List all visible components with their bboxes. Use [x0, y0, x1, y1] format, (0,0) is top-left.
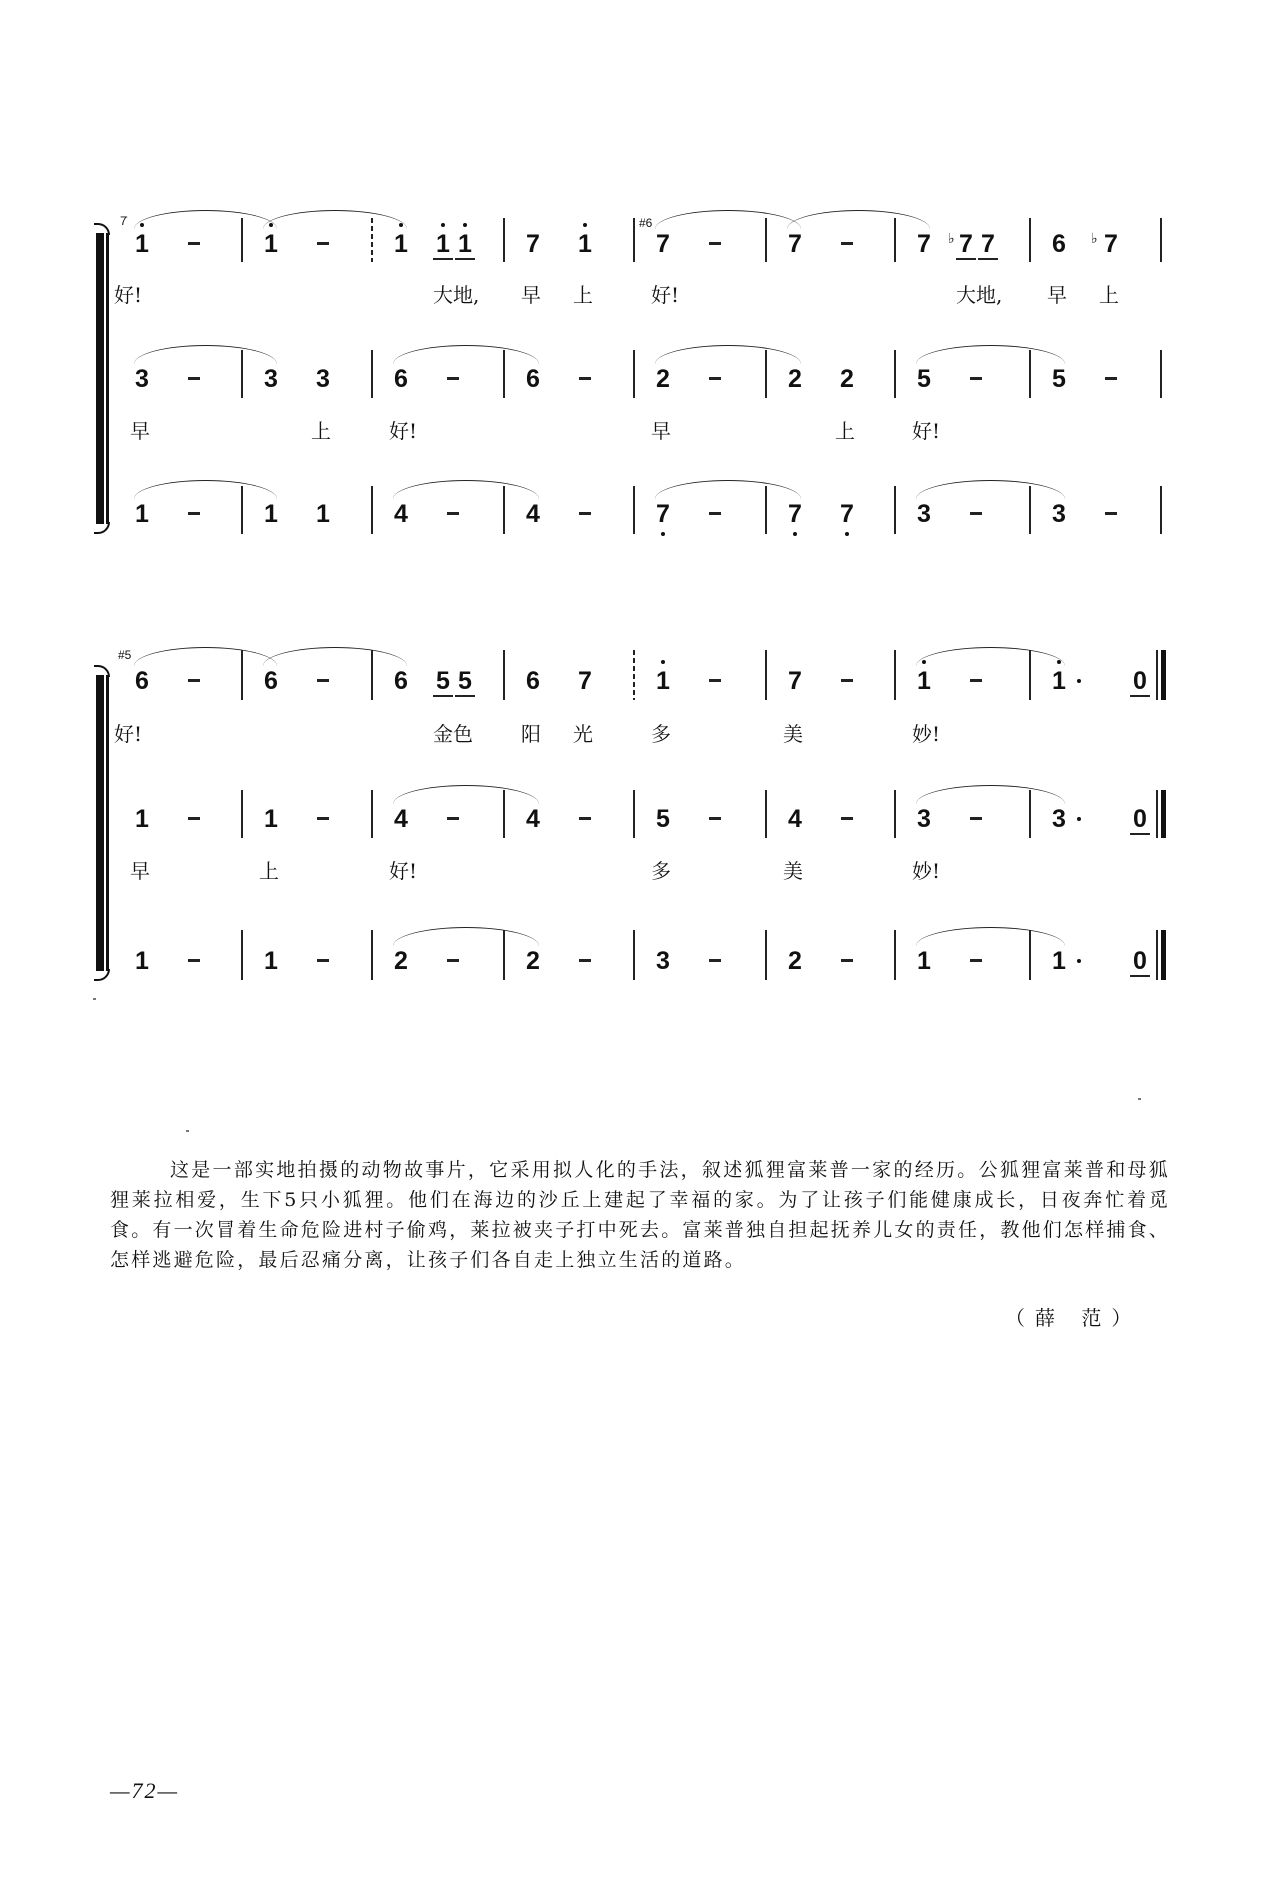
note [259, 365, 283, 393]
note-digit: 7 [788, 667, 802, 695]
note-digit: 3 [135, 365, 149, 393]
tie-slur [655, 480, 801, 499]
grace-note: #5 [118, 648, 132, 662]
flat-sign-icon: ♭ [948, 230, 955, 246]
barline [241, 930, 243, 980]
note-digit: 7 [959, 230, 973, 258]
tie-slur [393, 480, 539, 499]
sustain-dash [970, 959, 982, 962]
octave-dot-high [441, 223, 445, 227]
note [311, 500, 335, 528]
note [912, 500, 936, 528]
lyric-syllable: 上 [1099, 283, 1119, 307]
sustain-dash [579, 817, 591, 820]
lyric-syllable: 多 [651, 859, 671, 883]
sustain-dash [709, 959, 721, 962]
note-digit: 6 [394, 365, 408, 393]
barline [241, 790, 243, 838]
note-digit: 7 [656, 500, 670, 528]
note-digit: 2 [656, 365, 670, 393]
note-digit: 7 [1104, 230, 1118, 258]
sustain-dash [188, 817, 200, 820]
note [259, 667, 283, 695]
barline [371, 930, 373, 980]
lyric-syllable: 美 [783, 859, 803, 883]
tie-slur [263, 210, 407, 229]
note [912, 667, 936, 695]
note-digit: 4 [526, 805, 540, 833]
sustain-dash [970, 679, 982, 682]
lyric-syllable: 大地, [433, 283, 480, 307]
sustain-dash [579, 512, 591, 515]
barline [765, 930, 767, 980]
sustain-dash [317, 242, 329, 245]
note-digit: 3 [1052, 805, 1066, 833]
note [259, 500, 283, 528]
tie-slur [393, 345, 539, 364]
flat-sign-icon: ♭ [1091, 230, 1098, 246]
sustain-dash [447, 959, 459, 962]
tie-slur [134, 647, 277, 666]
note [651, 805, 675, 833]
lyric-syllable: 上 [573, 283, 593, 307]
description-paragraph: 这是一部实地拍摄的动物故事片，它采用拟人化的手法，叙述狐狸富莱普一家的经历。公狐狸富莱普和母狐狸莱拉相爱，生下5只小狐狸。他们在海边的沙丘上建起了幸福的家。为了让孩子们能健康成长，日夜奔忙着觅食。有一次冒着生命危险进村子偷鸡，莱拉被夹子打中死去。富莱普独自担起抚养儿女的责任，教他们怎样捕食、怎样逃避危险，最后忍痛分离，让孩子们各自走上独立生活的道路。 [110, 1159, 1171, 1271]
note [130, 365, 154, 393]
sustain-dash [1105, 512, 1117, 515]
barline [894, 350, 896, 398]
note-digit: 5 [656, 805, 670, 833]
tie-slur [134, 210, 277, 229]
lyric-syllable: 大地, [956, 283, 1003, 307]
final-barline [1156, 930, 1166, 980]
lyric-syllable: 妙! [912, 722, 941, 746]
sustain-dash [970, 817, 982, 820]
note [521, 500, 545, 528]
scan-speck [186, 1130, 189, 1132]
sustain-dash [579, 959, 591, 962]
lyric-syllable: 早 [1047, 283, 1067, 307]
tie-slur [916, 785, 1065, 804]
note [389, 667, 413, 695]
note [130, 500, 154, 528]
lyric-syllable: 好! [912, 419, 941, 443]
note-digit: 2 [788, 947, 802, 975]
note-digit: 5 [436, 667, 450, 695]
barline [633, 350, 635, 398]
octave-dot-low [845, 532, 849, 536]
note-digit: 7 [981, 230, 995, 258]
note [433, 230, 453, 260]
lyric-syllable: 好! [651, 283, 680, 307]
note [978, 230, 998, 260]
note-digit: 1 [135, 230, 149, 258]
note [259, 805, 283, 833]
scan-speck [1138, 1098, 1141, 1100]
lyric-syllable: 早 [130, 419, 150, 443]
note-digit: 2 [526, 947, 540, 975]
note [783, 805, 807, 833]
note-digit: 4 [394, 500, 408, 528]
note-digit: 2 [840, 365, 854, 393]
note-digit: 3 [656, 947, 670, 975]
lyric-syllable: 阳 [521, 722, 541, 746]
barline [503, 218, 505, 262]
lyric-syllable: 好! [114, 722, 143, 746]
tie-slur [916, 345, 1065, 364]
note [130, 947, 154, 975]
lyric-syllable: 好! [389, 859, 418, 883]
note-digit: 3 [264, 365, 278, 393]
sustain-dash [447, 817, 459, 820]
note [573, 230, 597, 258]
note [573, 667, 597, 695]
note-digit: 3 [1052, 500, 1066, 528]
tie-slur [787, 210, 930, 229]
note-digit: 7 [788, 230, 802, 258]
tie-slur [263, 647, 407, 666]
note-digit: 2 [788, 365, 802, 393]
lyric-syllable: 多 [651, 722, 671, 746]
note [651, 500, 675, 528]
note [259, 230, 283, 258]
sustain-dash [188, 377, 200, 380]
sustain-dash [709, 679, 721, 682]
tie-slur [393, 927, 539, 946]
lyric-syllable: 早 [651, 419, 671, 443]
sustain-dash [447, 377, 459, 380]
note-digit: 0 [1133, 805, 1147, 833]
note [912, 947, 936, 975]
author-signature: （薛 范） [1005, 1306, 1142, 1330]
grace-note: #6 [639, 216, 653, 230]
lyric-syllable: 妙! [912, 859, 941, 883]
lyric-syllable: 光 [573, 722, 593, 746]
system-bracket [96, 675, 106, 971]
note-digit: 7 [788, 500, 802, 528]
note-digit: 6 [1052, 230, 1066, 258]
note-digit: 3 [917, 500, 931, 528]
note [389, 947, 413, 975]
barline [1160, 486, 1162, 534]
final-barline [1156, 790, 1166, 838]
note-digit: 7 [840, 500, 854, 528]
barline [1160, 350, 1162, 398]
sustain-dash [841, 242, 853, 245]
barline [633, 650, 635, 700]
note-digit: 7 [917, 230, 931, 258]
note-digit: 3 [917, 805, 931, 833]
note [130, 805, 154, 833]
note-digit: 1 [917, 947, 931, 975]
page-number: —72— [110, 1778, 180, 1803]
sustain-dash [317, 817, 329, 820]
note-digit: 5 [1052, 365, 1066, 393]
lyric-syllable: 美 [783, 722, 803, 746]
note [521, 365, 545, 393]
sustain-dash [188, 959, 200, 962]
note-digit: 3 [316, 365, 330, 393]
note [783, 500, 807, 528]
barline [371, 486, 373, 534]
sustain-dash [188, 679, 200, 682]
barline [765, 650, 767, 700]
note [455, 230, 475, 260]
tie-slur [655, 345, 801, 364]
sustain-dash [317, 679, 329, 682]
note-digit: 6 [135, 667, 149, 695]
note-digit: 1 [264, 947, 278, 975]
note [651, 230, 675, 258]
note [389, 365, 413, 393]
note-digit: 1 [656, 667, 670, 695]
sustain-dash [188, 242, 200, 245]
note [259, 947, 283, 975]
note [521, 667, 545, 695]
lyric-syllable: 上 [259, 859, 279, 883]
barline [894, 790, 896, 838]
note-digit: 6 [394, 667, 408, 695]
note [1047, 500, 1071, 528]
tie-slur [916, 480, 1065, 499]
note [389, 805, 413, 833]
sustain-dash [709, 242, 721, 245]
note-digit: 0 [1133, 667, 1147, 695]
sustain-dash [970, 512, 982, 515]
note [433, 667, 453, 697]
rest-note [1130, 805, 1150, 835]
note-digit: 2 [394, 947, 408, 975]
note-digit: 1 [316, 500, 330, 528]
sustain-dash [709, 512, 721, 515]
note-digit: 1 [1052, 667, 1066, 695]
sustain-dash [579, 377, 591, 380]
note-digit: 5 [917, 365, 931, 393]
note [651, 667, 675, 695]
note [389, 500, 413, 528]
sustain-dash [1105, 377, 1117, 380]
final-barline [1156, 650, 1166, 700]
augmentation-dot [1077, 959, 1081, 963]
tie-slur [134, 345, 277, 364]
octave-dot-low [661, 532, 665, 536]
note-digit: 1 [1052, 947, 1066, 975]
note [1047, 365, 1071, 393]
lyric-syllable: 金色 [433, 722, 473, 746]
note [521, 805, 545, 833]
film-description [110, 1155, 1170, 1275]
note-digit: 4 [394, 805, 408, 833]
note [651, 365, 675, 393]
note [783, 667, 807, 695]
barline [633, 218, 635, 262]
lyric-syllable: 好! [389, 419, 418, 443]
note [912, 230, 936, 258]
note [1091, 230, 1123, 258]
note [1047, 230, 1071, 258]
barline [894, 930, 896, 980]
note-digit: 1 [394, 230, 408, 258]
note [1047, 947, 1071, 975]
sustain-dash [709, 377, 721, 380]
octave-dot-high [463, 223, 467, 227]
note-digit: 6 [264, 667, 278, 695]
note [912, 365, 936, 393]
note [130, 230, 154, 258]
note-digit: 6 [526, 365, 540, 393]
rest-note [1130, 667, 1150, 697]
lyric-syllable: 上 [311, 419, 331, 443]
scan-speck [93, 998, 96, 1000]
sustain-dash [709, 817, 721, 820]
note-digit: 4 [526, 500, 540, 528]
augmentation-dot [1077, 817, 1081, 821]
tie-slur [916, 927, 1065, 946]
lyric-syllable: 好! [114, 283, 143, 307]
barline [765, 790, 767, 838]
note-digit: 4 [788, 805, 802, 833]
note [835, 365, 859, 393]
note-digit: 7 [578, 667, 592, 695]
note [948, 230, 976, 260]
lyric-syllable: 早 [521, 283, 541, 307]
octave-dot-high [661, 660, 665, 664]
lyric-syllable: 上 [835, 419, 855, 443]
note [783, 947, 807, 975]
note [311, 365, 335, 393]
sustain-dash [317, 959, 329, 962]
barline [1029, 218, 1031, 262]
tie-slur [134, 480, 277, 499]
note [455, 667, 475, 697]
barline [894, 650, 896, 700]
note-digit: 1 [264, 805, 278, 833]
barline [503, 650, 505, 700]
note-digit: 1 [135, 805, 149, 833]
note-digit: 5 [458, 667, 472, 695]
system-bracket [96, 233, 106, 524]
sustain-dash [841, 679, 853, 682]
note-digit: 1 [135, 947, 149, 975]
note [783, 230, 807, 258]
augmentation-dot [1077, 679, 1081, 683]
barline [1160, 218, 1162, 262]
note-digit: 6 [526, 667, 540, 695]
barline [894, 486, 896, 534]
tie-slur [655, 210, 801, 229]
sustain-dash [841, 959, 853, 962]
tie-slur [916, 647, 1065, 666]
octave-dot-low [793, 532, 797, 536]
note [912, 805, 936, 833]
note-digit: 1 [917, 667, 931, 695]
note-digit: 1 [578, 230, 592, 258]
barline [371, 790, 373, 838]
barline [371, 350, 373, 398]
sustain-dash [188, 512, 200, 515]
note [521, 230, 545, 258]
note-digit: 0 [1133, 947, 1147, 975]
barline [633, 790, 635, 838]
sustain-dash [970, 377, 982, 380]
note [783, 365, 807, 393]
note [1047, 667, 1071, 695]
barline [633, 930, 635, 980]
note [389, 230, 413, 258]
lyric-syllable: 早 [130, 859, 150, 883]
note [130, 667, 154, 695]
barline [633, 486, 635, 534]
note-digit: 7 [526, 230, 540, 258]
grace-note: 7̇ [120, 214, 127, 228]
note-digit: 1 [264, 500, 278, 528]
octave-dot-high [583, 223, 587, 227]
note-digit: 7 [656, 230, 670, 258]
sustain-dash [447, 512, 459, 515]
note-digit: 1 [458, 230, 472, 258]
note [1047, 805, 1071, 833]
rest-note [1130, 947, 1150, 977]
tie-slur [393, 785, 539, 804]
note [835, 500, 859, 528]
note-digit: 1 [436, 230, 450, 258]
note-digit: 1 [264, 230, 278, 258]
note [651, 947, 675, 975]
sustain-dash [841, 817, 853, 820]
note [521, 947, 545, 975]
note-digit: 1 [135, 500, 149, 528]
